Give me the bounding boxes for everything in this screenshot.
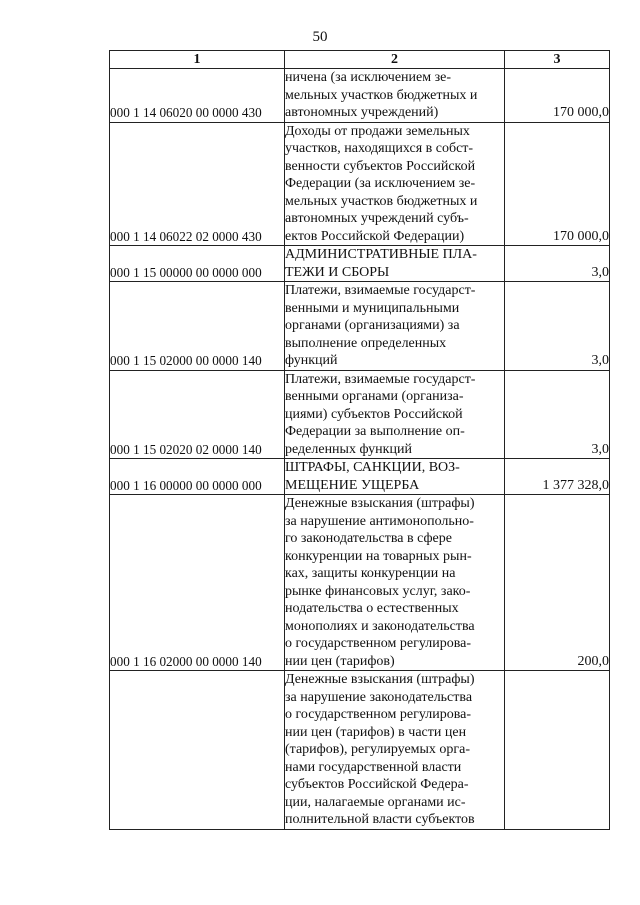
- table-row: [110, 459, 610, 495]
- page-number: 50: [312, 29, 328, 45]
- row-code: 000 1 15 02000 00 0000 140: [110, 282, 285, 371]
- row-code: 000 1 15 00000 00 0000 000: [110, 246, 285, 282]
- table-row: [110, 370, 610, 459]
- table-row: [110, 495, 610, 671]
- row-amount: 170 000,0: [505, 69, 610, 123]
- row-name: Платежи, взимаемые государст- венными и муниципальными органами (организациями) за выполнение определенных функций: [285, 282, 505, 371]
- table-row: [110, 69, 610, 123]
- row-name: Доходы от продажи земельных участков, находящихся в собст- венности субъектов Российской Федерации (за исключением зе- мельных участков бюджетных и автономных учреждений субъ- ектов Российской Федерации): [285, 122, 505, 246]
- row-amount: 170 000,0: [505, 122, 610, 246]
- row-amount: [505, 671, 610, 830]
- row-amount: 1 377 328,0: [505, 459, 610, 495]
- row-code: [110, 671, 285, 830]
- table-row: [110, 122, 610, 246]
- row-name: АДМИНИСТРАТИВНЫЕ ПЛА- ТЕЖИ И СБОРЫ: [285, 246, 505, 282]
- table-row: [110, 246, 610, 282]
- row-code: 000 1 16 00000 00 0000 000: [110, 459, 285, 495]
- row-name: Денежные взыскания (штрафы) за нарушение законодательства о государственном регулирова- нии цен (тарифов) в части цен (тарифов), регулируемых орга- нами государственной власти субъектов Российской Федера- ции, налагаемые органами ис- полнительной власти субъектов: [285, 671, 505, 830]
- budget-table: [109, 50, 610, 830]
- row-name: ничена (за исключением зе- мельных участков бюджетных и автономных учреждений): [285, 69, 505, 123]
- row-code: 000 1 14 06020 00 0000 430: [110, 69, 285, 123]
- table-row: [110, 671, 610, 830]
- row-code: 000 1 14 06022 02 0000 430: [110, 122, 285, 246]
- table-header-row: [110, 51, 610, 69]
- row-amount: 3,0: [505, 282, 610, 371]
- column-header-code: 1: [110, 51, 285, 69]
- column-header-name: 2: [285, 51, 505, 69]
- column-header-amount: 3: [505, 51, 610, 69]
- row-amount: 3,0: [505, 246, 610, 282]
- row-code: 000 1 15 02020 02 0000 140: [110, 370, 285, 459]
- row-name: ШТРАФЫ, САНКЦИИ, ВОЗ- МЕЩЕНИЕ УЩЕРБА: [285, 459, 505, 495]
- row-name: Платежи, взимаемые государст- венными органами (организа- циями) субъектов Российской Федерации за выполнение оп- ределенных функций: [285, 370, 505, 459]
- row-code: 000 1 16 02000 00 0000 140: [110, 495, 285, 671]
- table-row: [110, 282, 610, 371]
- row-amount: 200,0: [505, 495, 610, 671]
- row-amount: 3,0: [505, 370, 610, 459]
- row-name: Денежные взыскания (штрафы) за нарушение антимонопольно- го законодательства в сфере конкуренции на товарных рын- ках, защиты конкуренции на рынке финансовых услуг, зако- нодательства о естественных монополиях и законодательства о государственном регулирова- нии цен (тарифов): [285, 495, 505, 671]
